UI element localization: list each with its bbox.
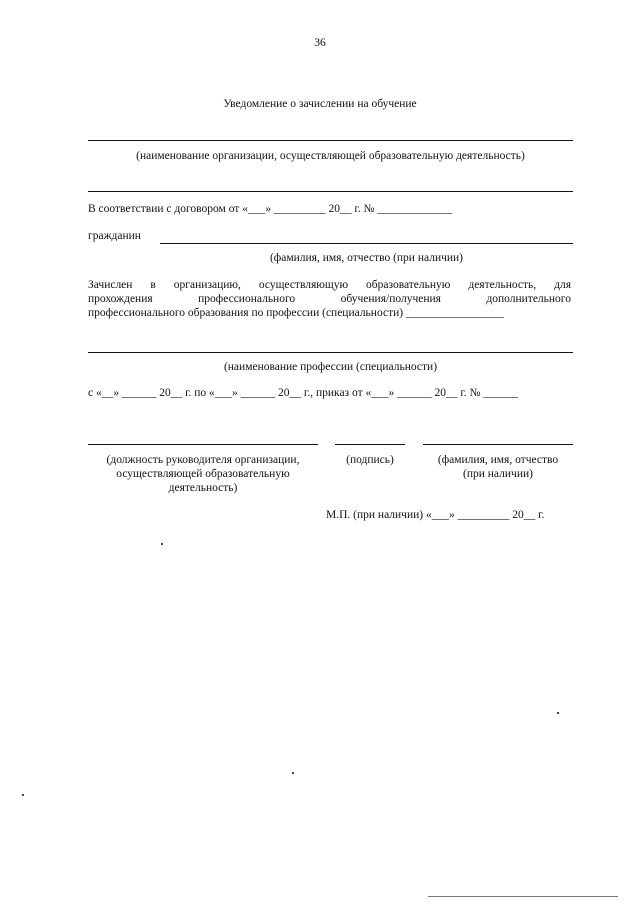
fio-sign-caption-line-2: (при наличии) — [463, 468, 533, 480]
document-title: Уведомление о зачислении на обучение — [223, 98, 417, 110]
fio-sign-line — [423, 444, 573, 445]
scan-speck — [161, 543, 163, 545]
scan-speck — [557, 712, 559, 714]
signature-line — [335, 444, 405, 445]
period-order-line: с «__» ______ 20__ г. по «___» ______ 20__ г., приказ от «___» ______ 20__ г. № ______ — [88, 387, 518, 399]
profession-caption: (наименование профессии (специальности) — [223, 361, 438, 373]
fio-caption: (фамилия, имя, отчество (при наличии) — [269, 252, 464, 264]
position-caption-line-1: (должность руководителя организации, — [106, 454, 300, 466]
position-caption-line-2: осуществляющей образовательную — [116, 468, 290, 480]
position-caption-line-3: деятельность) — [168, 482, 238, 494]
seal-date-line: М.П. (при наличии) «___» _________ 20__ г. — [326, 509, 545, 521]
enrollment-text-line-2: прохождения профессионального обучения/получения дополнительного — [88, 293, 571, 305]
enrollment-text-line-3: профессионального образования по профессии (специальности) _________________ — [88, 307, 504, 319]
scan-edge-line — [428, 896, 618, 897]
organization-name-line — [88, 140, 573, 141]
citizen-label: гражданин — [88, 230, 141, 242]
signature-caption: (подпись) — [346, 454, 394, 466]
position-line — [88, 444, 318, 445]
page-number: 36 — [314, 37, 326, 49]
scan-speck — [292, 772, 294, 774]
citizen-fio-line — [160, 243, 573, 244]
organization-caption: (наименование организации, осуществляющей образовательную деятельность) — [136, 150, 525, 162]
enrollment-text-line-1: Зачислен в организацию, осуществляющую образовательную деятельность, для — [88, 279, 571, 291]
scan-speck — [22, 794, 24, 796]
contract-line: В соответствии с договором от «___» _________ 20__ г. № _____________ — [88, 203, 453, 215]
fio-sign-caption-line-1: (фамилия, имя, отчество — [437, 454, 559, 466]
organization-name-line-2 — [88, 191, 573, 192]
profession-name-line — [88, 352, 573, 353]
